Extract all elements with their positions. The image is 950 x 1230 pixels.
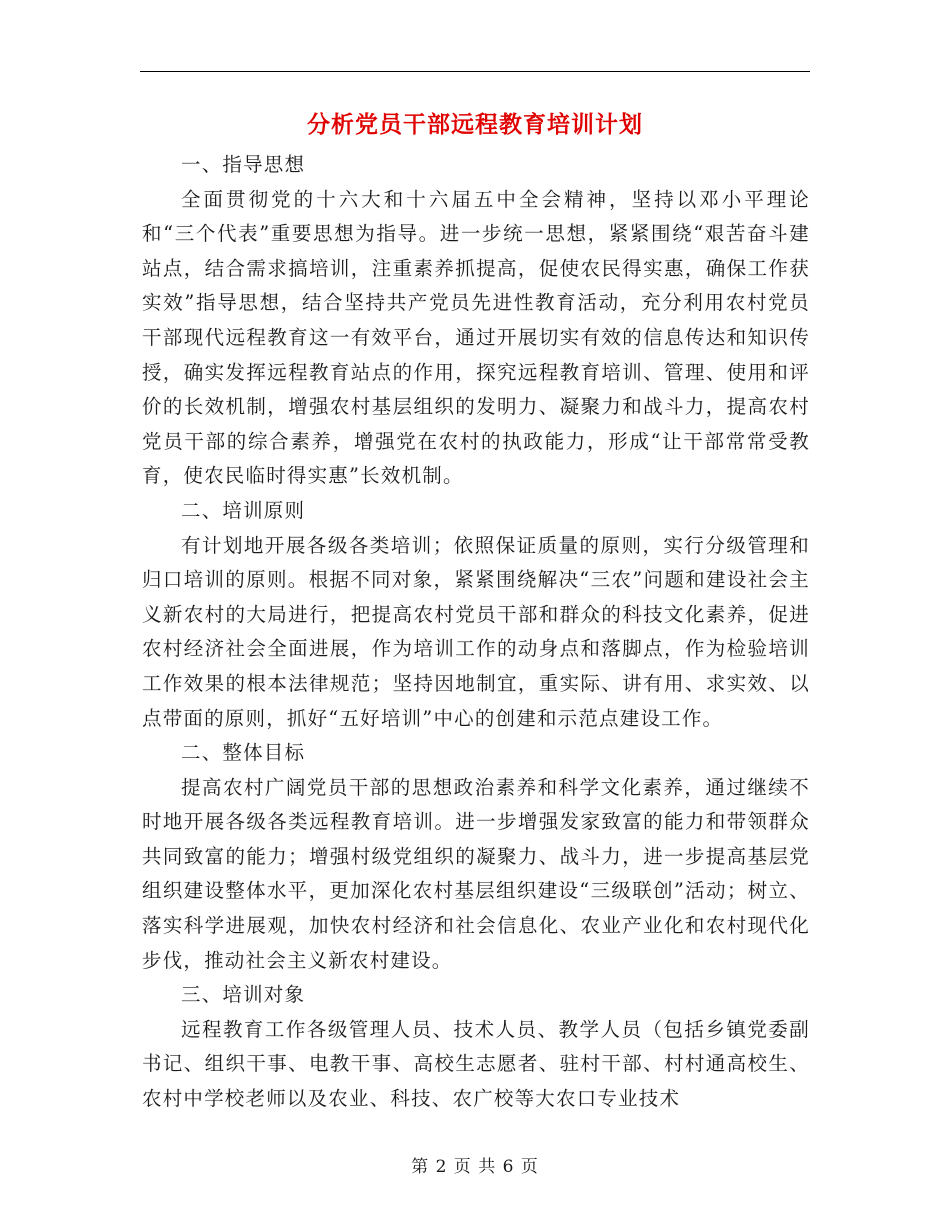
section-heading-overall-goals: 二、整体目标	[181, 741, 306, 765]
page-number-footer: 第 2 页 共 6 页	[411, 1157, 539, 1177]
section-heading-training-principles: 二、培训原则	[181, 498, 306, 522]
section-paragraph-overall-goals: 提高农村广阔党员干部的思想政治素养和科学文化素养，通过继续不时地开展各级各类远程教育培训。进一步增强发家致富的能力和带领群众共同致富的能力；增强村级党组织的凝聚力、战斗力，进一步提高基层党组织建设整体水平，更加深化农村基层组织建设“三级联创”活动；树立、落实科学进展观，加快农村经济和社会信息化、农业产业化和农村现代化步伐，推动社会主义新农村建设。	[142, 775, 810, 972]
document-body	[142, 148, 810, 1117]
section-heading-training-targets: 三、培训对象	[181, 983, 306, 1007]
section-paragraph-training-principles: 有计划地开展各级各类培训；依照保证质量的原则，实行分级管理和归口培训的原则。根据不同对象，紧紧围绕解决“三农”问题和建设社会主义新农村的大局进行，把提高农村党员干部和群众的科技文化素养，促进农村经济社会全面进展，作为培训工作的动身点和落脚点，作为检验培训工作效果的根本法律规范；坚持因地制宜，重实际、讲有用、求实效、以点带面的原则，抓好“五好培训”中心的创建和示范点建设工作。	[142, 533, 810, 730]
section-paragraph-training-targets: 远程教育工作各级管理人员、技术人员、教学人员（包括乡镇党委副书记、组织干事、电教干事、高校生志愿者、驻村干部、村村通高校生、农村中学校老师以及农业、科技、农广校等大农口专业技术	[142, 1017, 810, 1111]
section-paragraph-guiding-thought: 全面贯彻党的十六大和十六届五中全会精神，坚持以邓小平理论和“三个代表”重要思想为指导。进一步统一思想，紧紧围绕“艰苦奋斗建站点，结合需求搞培训，注重素养抓提高，促使农民得实惠，确保工作获实效”指导思想，结合坚持共产党员先进性教育活动，充分利用农村党员干部现代远程教育这一有效平台，通过开展切实有效的信息传达和知识传授，确实发挥远程教育站点的作用，探究远程教育培训、管理、使用和评价的长效机制，增强农村基层组织的发明力、凝聚力和战斗力，提高农村党员干部的综合素养，增强党在农村的执政能力，形成“让干部常常受教育，使农民临时得实惠”长效机制。	[142, 187, 810, 488]
document-title: 分析党员干部远程教育培训计划	[307, 111, 643, 138]
header-rule	[140, 71, 810, 72]
section-heading-guiding-thought: 一、指导思想	[181, 153, 306, 176]
